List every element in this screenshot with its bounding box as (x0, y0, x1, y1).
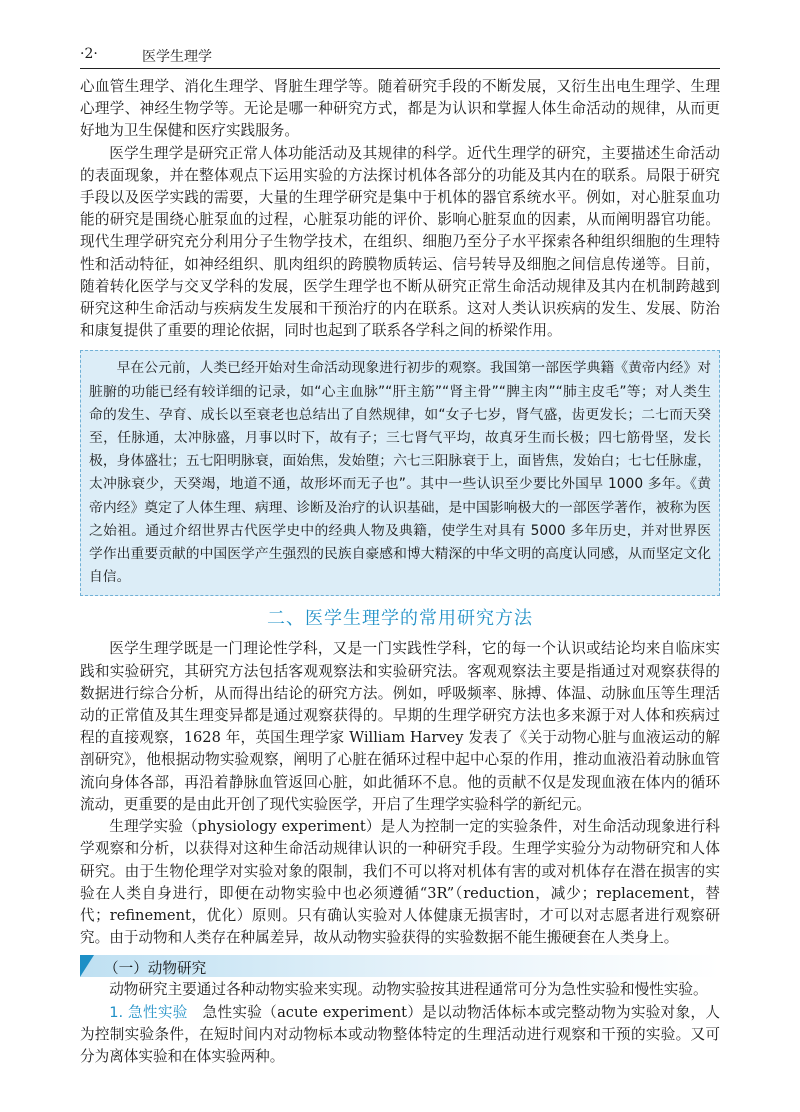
paragraph-acute-experiment (80, 1002, 720, 1069)
acute-text: 急性实验（acute experiment）是以动物活体标本或完整动物为实验对象，人为控制实验条件，在短时间内对动物标本或动物整体特定的生理活动进行观察和干预的实验。又可分为离体实验和在体实验两种。 (80, 1003, 720, 1065)
page-header (80, 40, 720, 69)
section-heading: 二、医学生理学的常用研究方法 (267, 608, 533, 630)
subsection-heading: （一）动物研究 (104, 960, 207, 978)
paragraph-animal-research: 动物研究主要通过各种动物实验来实现。动物实验按其进程通常可分为急性实验和慢性实验。 (109, 981, 708, 999)
page-body (80, 76, 720, 1068)
callout-text: 早在公元前，人类已经开始对生命活动现象进行初步的观察。我国第一部医学典籍《黄帝内经》对脏腑的功能已经有较详细的记录，如“心主血脉”“肝主筋”“肾主骨”“脾主肉”“肺主皮毛”等；对人类生命的发生、孕育、成长以至衰老也总结出了自然规律，如“女子七岁，肾气盛，齿更发长；二七而天癸至，任脉通，太冲脉盛，月事以时下，故有子；三七肾气平均，故真牙生而长极；四七筋骨坚，发长极，身体盛壮；五七阳明脉衰，面始焦，发始堕；六七三阳脉衰于上，面皆焦，发始白；七七任脉虚，太冲脉衰少，天癸竭，地道不通，故形坏而无子也”。其中一些认识至少要比外国早 1000 多年。《黄帝内经》奠定了人体生理、病理、诊断及治疗的认识基础，是中国影响极大的一部医学著作，被称为医之始祖。通过介绍世界古代医学史中的经典人物及典籍，使学生对具有 5000 多年历史，并对世界医学作出重要贡献的中国医学产生强烈的民族自豪感和博大精深的中华文明的高度认同感，从而坚定文化自信。 (89, 360, 711, 586)
paragraph-continued: 心血管生理学、消化生理学、肾脏生理学等。随着研究手段的不断发展，又衍生出电生理学、生理心理学、神经生物学等。无论是哪一种研究方式，都是为认识和掌握人体生命活动的规律，从而更好地为卫生保健和医疗实践服务。 (80, 78, 720, 140)
book-title: 医学生理学 (142, 49, 212, 65)
paragraph-experiment: 生理学实验（physiology experiment）是人为控制一定的实验条件，对生命活动现象进行科学观察和分析，以获得对这种生命活动规律认识的一种研究手段。生理学实验分为动物研究和人体研究。由于生物伦理学对实验对象的限制，我们不可以将对机体有害的或对机体存在潜在损害的实验在人类自身进行，即便在动物实验中也必须遵循“3R”（reduction，减少；replacement，替代；refinement，优化）原则。只有确认实验对人体健康无损害时，才可以对志愿者进行观察研究。由于动物和人类存在种属差异，故从动物实验获得的实验数据不能生搬硬套在人类身上。 (80, 818, 720, 947)
heading-triangle-icon (80, 955, 94, 977)
page-number: ·2· (80, 46, 98, 62)
subsection-heading-bar (80, 955, 720, 977)
paragraph-methods: 医学生理学既是一门理论性学科，又是一门实践性学科，它的每一个认识或结论均来自临床实践和实验研究，其研究方法包括客观观察法和实验研究法。客观观察法主要是指通过对观察获得的数据进行综合分析，从而得出结论的研究方法。例如，呼吸频率、脉搏、体温、动脉血压等生理活动的正常值及其生理变异都是通过观察获得的。早期的生理学研究方法也多来源于对人体和疾病过程的直接观察，1628 年，英国生理学家 William Harvey 发表了《关于动物心脏与血液运动的解剖研究》，他根据动物实验观察，阐明了心脏在循环过程中起中心泵的作用，推动血液沿着动脉血管流向身体各部，再沿着静脉血管返回心脏，如此循环不息。他的贡献不仅是发现血液在体内的循环流动，更重要的是由此开创了现代实验医学，开启了生理学实验科学的新纪元。 (80, 640, 720, 813)
acute-label: 1. 急性实验 (109, 1003, 188, 1021)
paragraph-definition: 医学生理学是研究正常人体功能活动及其规律的科学。近代生理学的研究，主要描述生命活动的表面现象，并在整体观点下运用实验的方法探讨机体各部分的功能及其内在的联系。局限于研究手段以及医学实践的需要，大量的生理学研究是集中于机体的器官系统水平。例如，对心脏泵血功能的研究是围绕心脏泵血的过程，心脏泵功能的评价、影响心脏泵血的因素，从而阐明器官功能。现代生理学研究充分利用分子生物学技术，在组织、细胞乃至分子水平探索各种组织细胞的生理特性和活动特征，如神经组织、肌肉组织的跨膜物质转运、信号转导及细胞之间信息传递等。目前，随着转化医学与交叉学科的发展，医学生理学也不断从研究正常生命活动规律及其内在机制跨越到研究这种生命活动与疾病发生发展和干预治疗的内在联系。这对人类认识疾病的发生、发展、防治和康复提供了重要的理论依据，同时也起到了联系各学科之间的桥梁作用。 (80, 144, 720, 340)
history-callout-box (80, 350, 720, 596)
